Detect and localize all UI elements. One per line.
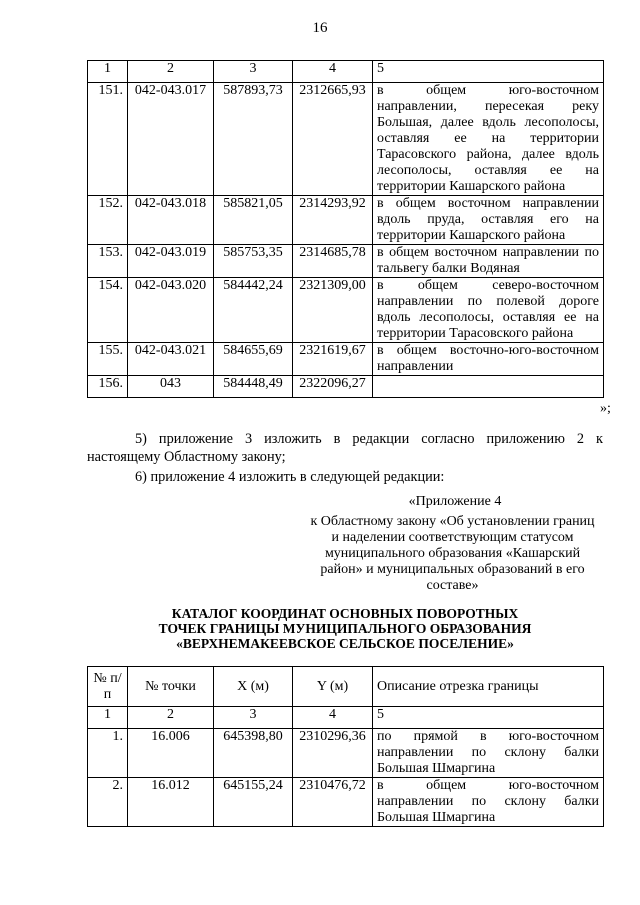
- coordinates-table-2: [87, 666, 604, 827]
- cell-col-2: 2: [128, 61, 214, 83]
- cell-col-5: в общем восточном направлении по тальвегу балки Водяная: [373, 245, 604, 278]
- cell-col-4: 2321309,00: [293, 278, 373, 343]
- cell-col-5: [373, 376, 604, 398]
- cell-col-2: 16.006: [128, 729, 214, 778]
- cell-col-1: 2.: [88, 778, 128, 827]
- cell-col-4: 2310296,36: [293, 729, 373, 778]
- cell-col-3: 645398,80: [214, 729, 293, 778]
- appendix-caption: к Областному закону «Об установлении границ и наделении соответствующим статусом муниципального образования «Кашарский район» и муниципальных образований в его составе»: [310, 514, 595, 593]
- cell-col-1: 151.: [88, 83, 128, 196]
- page-number: 16: [312, 20, 328, 36]
- cell-col-3: X (м): [214, 667, 293, 707]
- cell-col-5: 5: [373, 61, 604, 83]
- cell-col-2: 2: [128, 707, 214, 729]
- cell-col-5: в общем юго-восточном направлении по склону балки Большая Шмаргина: [373, 778, 604, 827]
- cell-col-5: по прямой в юго-восточном направлении по склону балки Большая Шмаргина: [373, 729, 604, 778]
- cell-col-4: 2321619,67: [293, 343, 373, 376]
- cell-col-5: 5: [373, 707, 604, 729]
- table-row: [88, 83, 604, 196]
- table-row: [88, 376, 604, 398]
- cell-col-5: Описание отрезка границы: [373, 667, 604, 707]
- appendix-label: «Приложение 4: [408, 494, 502, 509]
- coordinates-table-1: [87, 60, 604, 398]
- table-row: [88, 278, 604, 343]
- table-row: [88, 778, 604, 827]
- cell-col-3: 584448,49: [214, 376, 293, 398]
- cell-col-4: 2312665,93: [293, 83, 373, 196]
- paragraph-6: 6) приложение 4 изложить в следующей редакции:: [135, 469, 445, 485]
- cell-col-2: 042-043.021: [128, 343, 214, 376]
- cell-col-3: 3: [214, 707, 293, 729]
- cell-col-2: 042-043.018: [128, 196, 214, 245]
- table-row: [88, 343, 604, 376]
- cell-col-2: 042-043.020: [128, 278, 214, 343]
- cell-col-4: 2314685,78: [293, 245, 373, 278]
- closing-quote: »;: [600, 401, 611, 416]
- cell-col-2: 042-043.017: [128, 83, 214, 196]
- header-row: [88, 61, 604, 83]
- table-row: [88, 729, 604, 778]
- cell-col-1: 1: [88, 61, 128, 83]
- cell-col-5: в общем восточном направлении вдоль пруда, оставляя его на территории Кашарского района: [373, 196, 604, 245]
- cell-col-1: 155.: [88, 343, 128, 376]
- cell-col-1: 153.: [88, 245, 128, 278]
- cell-col-5: в общем северо-восточном направлении по полевой дороге вдоль лесополосы, оставляя ее на территории Тарасовского района: [373, 278, 604, 343]
- number-row: [88, 707, 604, 729]
- cell-col-4: 2322096,27: [293, 376, 373, 398]
- cell-col-3: 587893,73: [214, 83, 293, 196]
- cell-col-4: Y (м): [293, 667, 373, 707]
- cell-col-1: 152.: [88, 196, 128, 245]
- cell-col-1: 154.: [88, 278, 128, 343]
- cell-col-5: в общем восточно-юго-восточном направлении: [373, 343, 604, 376]
- table-row: [88, 245, 604, 278]
- cell-col-4: 2314293,92: [293, 196, 373, 245]
- cell-col-4: 2310476,72: [293, 778, 373, 827]
- cell-col-4: 4: [293, 707, 373, 729]
- cell-col-2: 043: [128, 376, 214, 398]
- cell-col-1: № п/п: [88, 667, 128, 707]
- cell-col-2: 042-043.019: [128, 245, 214, 278]
- cell-col-3: 645155,24: [214, 778, 293, 827]
- cell-col-3: 585753,35: [214, 245, 293, 278]
- cell-col-3: 3: [214, 61, 293, 83]
- cell-col-5: в общем юго-восточном направлении, пересекая реку Большая, далее вдоль лесополосы, оставляя ее на территории Тарасовского района, далее вдоль лесополосы, оставляя ее на территории Кашарского района: [373, 83, 604, 196]
- header-row: [88, 667, 604, 707]
- cell-col-1: 1: [88, 707, 128, 729]
- cell-col-3: 584442,24: [214, 278, 293, 343]
- cell-col-1: 156.: [88, 376, 128, 398]
- cell-col-1: 1.: [88, 729, 128, 778]
- cell-col-4: 4: [293, 61, 373, 83]
- cell-col-3: 585821,05: [214, 196, 293, 245]
- catalog-title: КАТАЛОГ КООРДИНАТ ОСНОВНЫХ ПОВОРОТНЫХ ТОЧЕК ГРАНИЦЫ МУНИЦИПАЛЬНОГО ОБРАЗОВАНИЯ «ВЕРХНЕМАКЕЕВСКОЕ СЕЛЬСКОЕ ПОСЕЛЕНИЕ»: [158, 606, 532, 651]
- paragraph-5: 5) приложение 3 изложить в редакции согласно приложению 2 к настоящему Областному закону;: [87, 431, 603, 465]
- cell-col-2: № точки: [128, 667, 214, 707]
- cell-col-2: 16.012: [128, 778, 214, 827]
- cell-col-3: 584655,69: [214, 343, 293, 376]
- table-row: [88, 196, 604, 245]
